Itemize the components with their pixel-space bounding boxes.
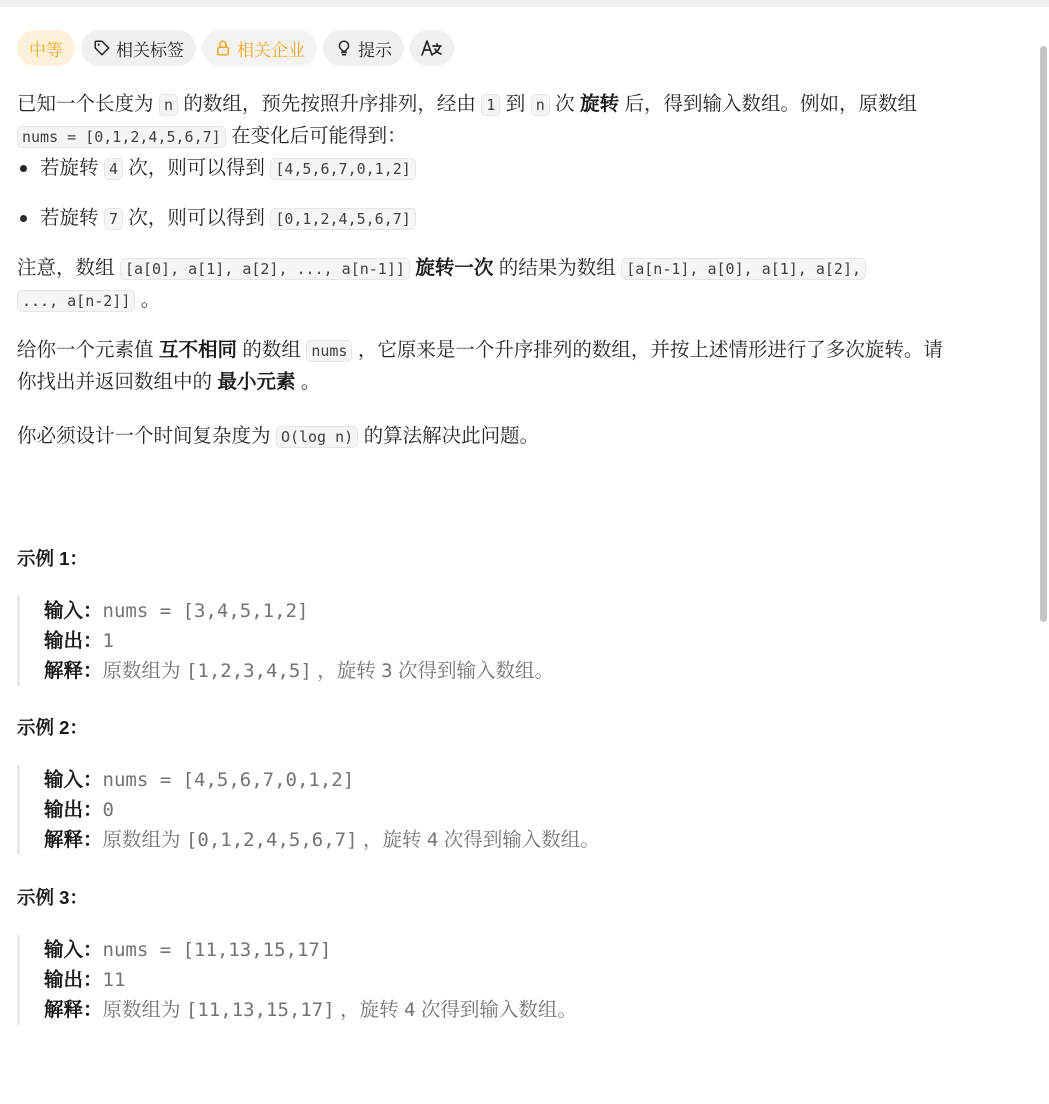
explanation-text: 原数组为 <box>102 829 181 851</box>
list-item <box>17 202 1022 234</box>
text: ，它原来是一个升序排列的数组，并按上述情形进行了多次旋转。请 <box>357 339 943 361</box>
output-value: 1 <box>102 630 114 652</box>
text: 的数组 <box>242 339 301 361</box>
text: 到 <box>505 93 526 115</box>
input-label: 输入： <box>44 769 103 791</box>
difficulty-badge <box>17 30 75 66</box>
inline-code: [4,5,6,7,0,1,2] <box>270 158 415 180</box>
inline-code: ..., a[n-2]] <box>17 290 135 312</box>
inline-code: n <box>159 94 178 116</box>
output-value: 0 <box>102 799 114 821</box>
example-title: 示例 2： <box>17 717 88 738</box>
description-body <box>17 88 1022 452</box>
explanation-label: 解释： <box>44 999 103 1021</box>
explanation-count: 4 <box>404 999 416 1021</box>
explanation-text: 次得到输入数组。 <box>443 829 600 851</box>
inline-code: [0,1,2,4,5,6,7] <box>270 208 415 230</box>
inline-code: 7 <box>104 208 123 230</box>
text: 次 <box>555 93 575 115</box>
input-value: nums = [4,5,6,7,0,1,2] <box>102 769 355 791</box>
top-band <box>0 0 1049 7</box>
explanation-label: 解释： <box>44 829 103 851</box>
example-section <box>17 714 1022 855</box>
example-block <box>17 596 1022 686</box>
difficulty-label: 中等 <box>29 40 63 60</box>
input-label: 输入： <box>44 939 103 961</box>
text: 你必须设计一个时间复杂度为 <box>17 425 271 447</box>
text: 你找出并返回数组中的 <box>17 371 213 393</box>
input-value: nums = [3,4,5,1,2] <box>102 600 309 622</box>
description-paragraph <box>17 420 1022 452</box>
explanation-text: ，旋转 <box>340 999 399 1021</box>
text: 次，则可以得到 <box>128 157 265 179</box>
explanation-text: ，旋转 <box>317 660 376 682</box>
related-companies-button[interactable] <box>202 30 317 66</box>
explanation-array: [0,1,2,4,5,6,7] <box>185 829 358 851</box>
explanation-text: 次得到输入数组。 <box>420 999 577 1021</box>
explanation-count: 4 <box>426 829 439 851</box>
lightbulb-icon <box>335 39 353 57</box>
text: 。 <box>140 289 161 311</box>
text: 已知一个长度为 <box>17 93 154 115</box>
output-label: 输出： <box>44 799 103 821</box>
explanation-text: 原数组为 <box>102 660 181 682</box>
example-section <box>17 884 1022 1025</box>
problem-description <box>17 30 1022 1021</box>
text: 若旋转 <box>40 157 99 179</box>
explanation-text: ，旋转 <box>362 829 422 851</box>
scrollbar-thumb[interactable] <box>1040 46 1047 622</box>
hint-button[interactable] <box>323 30 404 66</box>
text: 注意，数组 <box>17 257 115 279</box>
output-label: 输出： <box>44 630 103 652</box>
bold-text: 旋转一次 <box>415 257 494 279</box>
inline-code: nums <box>306 340 352 362</box>
inline-code: O(log n) <box>276 426 358 448</box>
related-tags-button[interactable] <box>81 30 196 66</box>
example-block <box>17 935 1022 1025</box>
text: 在变化后可能得到： <box>231 125 407 147</box>
explanation-text: 原数组为 <box>102 999 181 1021</box>
related-tags-label: 相关标签 <box>116 40 184 60</box>
translate-icon <box>421 39 443 57</box>
text: 给你一个元素值 <box>17 339 154 361</box>
explanation-count: 3 <box>381 660 393 682</box>
explanation-label: 解释： <box>44 660 103 682</box>
inline-code: 4 <box>104 158 123 180</box>
example-block <box>17 765 1022 855</box>
description-paragraph <box>17 252 1022 316</box>
explanation-array: [1,2,3,4,5] <box>185 660 312 682</box>
input-label: 输入： <box>44 600 103 622</box>
text: 若旋转 <box>40 207 99 229</box>
list-item <box>17 152 1022 184</box>
explanation-array: [11,13,15,17] <box>185 999 335 1021</box>
lock-icon <box>214 39 232 57</box>
inline-code: [a[n-1], a[0], a[1], a[2], <box>621 258 866 280</box>
description-paragraph <box>17 334 1022 398</box>
text: 的数组，预先按照升序排列，经由 <box>183 93 476 115</box>
example-title: 示例 1： <box>17 548 88 569</box>
text: 的算法解决此问题。 <box>363 425 540 447</box>
explanation-text: 次得到输入数组。 <box>398 660 555 682</box>
translate-button[interactable] <box>410 30 454 66</box>
rotation-examples-list <box>17 152 1022 234</box>
text: 后，得到输入数组。例如，原数组 <box>624 93 918 115</box>
hint-label: 提示 <box>358 40 392 60</box>
tag-bar <box>17 30 1022 66</box>
tag-icon <box>93 39 111 57</box>
inline-code: n <box>531 94 550 116</box>
inline-code: nums = [0,1,2,4,5,6,7] <box>17 126 226 148</box>
description-paragraph <box>17 88 1022 152</box>
input-value: nums = [11,13,15,17] <box>102 939 332 961</box>
bold-text: 旋转 <box>580 93 620 115</box>
text: 次，则可以得到 <box>128 207 265 229</box>
text: 。 <box>300 371 321 393</box>
bold-text: 最小元素 <box>217 371 296 393</box>
example-title: 示例 3： <box>17 887 88 908</box>
output-value: 11 <box>102 969 126 991</box>
text: 的结果为数组 <box>498 257 616 279</box>
inline-code: [a[0], a[1], a[2], ..., a[n-1]] <box>120 258 410 280</box>
bold-text: 互不相同 <box>158 339 237 361</box>
related-companies-label: 相关企业 <box>237 40 305 60</box>
example-section <box>17 545 1022 686</box>
inline-code: 1 <box>481 94 500 116</box>
output-label: 输出： <box>44 969 103 991</box>
